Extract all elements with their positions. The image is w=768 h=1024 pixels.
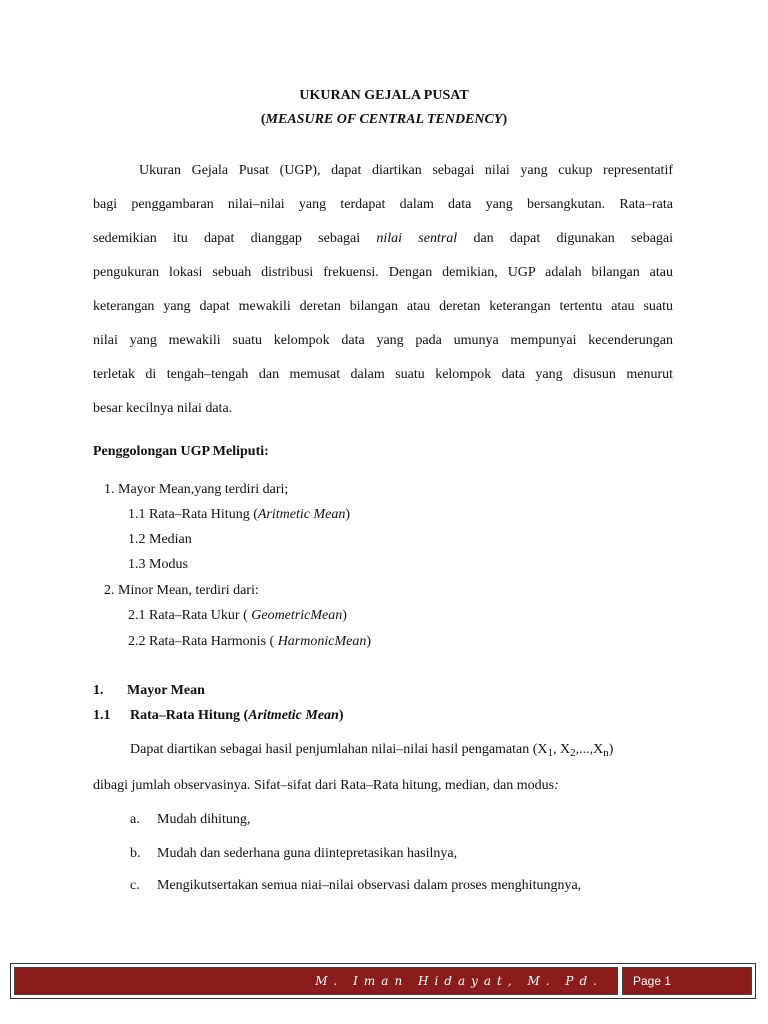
item-1-1-close: ) [345, 507, 351, 522]
item-1-1-text: 1.1 Rata–Rata Hitung ( [128, 507, 258, 522]
page-footer [10, 963, 756, 999]
property-text-a: Mudah dihitung, [157, 812, 251, 827]
item-2-2-italic: HarmonicMean [277, 634, 367, 649]
section-1-1-title [130, 708, 344, 724]
intro-line-7: terletak di tengah–tengah dan memusat dalam suatu kelompok data yang disusun menurut [93, 367, 673, 382]
section-1-1-title-close: ) [338, 708, 344, 723]
property-text-c: Mengikutsertakan semua niai–nilai observasi dalam proses menghitungnya, [157, 878, 582, 893]
classification-item-2: 2. Minor Mean, terdiri dari: [104, 583, 259, 598]
classification-heading: Penggolongan UGP Meliputi: [93, 444, 269, 459]
mean-close-paren: ) [608, 742, 614, 757]
document-subtitle [0, 112, 768, 128]
item-2-2-close: ) [366, 634, 372, 649]
section-1-1-title-italic: Aritmetic Mean [248, 708, 339, 723]
subscript-1: 1 [547, 747, 554, 759]
intro-line-1: Ukuran Gejala Pusat (UGP), dapat diartikan sebagai nilai yang cukup representatif [139, 163, 673, 178]
subtitle-close: ) [502, 112, 508, 127]
subtitle-italic: MEASURE OF CENTRAL TENDENCY [265, 112, 503, 127]
section-1-1-number: 1.1 [93, 708, 111, 723]
footer-page-number: Page 1 [622, 967, 752, 995]
mean-definition-text: Dapat diartikan sebagai hasil penjumlahan nilai–nilai hasil pengamatan (X [130, 742, 548, 757]
subscript-2: 2 [570, 747, 576, 759]
intro-line-3 [93, 222, 673, 256]
intro-line-4: pengukuran lokasi sebuah distribusi frekuensi. Dengan demikian, UGP adalah bilangan atau [93, 265, 673, 280]
document-title: UKURAN GEJALA PUSAT [299, 88, 469, 103]
footer-inner [14, 967, 752, 995]
item-2-1-text: 2.1 Rata–Rata Ukur ( [128, 608, 252, 623]
intro-line-8: besar kecilnya nilai data. [93, 401, 233, 416]
section-1-1-line-1 [130, 737, 675, 766]
item-2-1-italic: GeometricMean [251, 608, 343, 623]
classification-item-1-2: 1.2 Median [128, 532, 192, 547]
footer-author: M. Iman Hidayat, M. Pd. [14, 967, 618, 995]
properties-intro: dibagi jumlah observasinya. Sifat–sifat dari Rata–Rata hitung, median, dan modus [93, 778, 555, 793]
subtitle-open: ( [260, 112, 266, 127]
classification-item-1-1 [128, 502, 350, 527]
intro-line-6: nilai yang mewakili suatu kelompok data yang pada umunya mempunyai kecenderungan [93, 333, 673, 348]
subscript-n: n [603, 747, 609, 759]
section-1-1-line-2 [93, 773, 559, 798]
intro-line-3-a: sedemikian itu dapat dianggap sebagai [93, 231, 361, 246]
intro-line-5: keterangan yang dapat mewakili deretan bilangan atau deretan keterangan tertentu atau suatu [93, 299, 673, 314]
property-marker-c: c. [130, 878, 140, 893]
properties-colon: : [554, 778, 559, 793]
intro-line-2: bagi penggambaran nilai–nilai yang terdapat dalam data yang bersangkutan. Rata–rata [93, 197, 673, 212]
section-1-1-title-text: Rata–Rata Hitung ( [130, 708, 249, 723]
section-1-title: Mayor Mean [127, 683, 205, 698]
section-1-number: 1. [93, 683, 104, 698]
property-marker-a: a. [130, 812, 140, 827]
item-2-2-text: 2.2 Rata–Rata Harmonis ( [128, 634, 278, 649]
intro-line-3-b: dan dapat digunakan sebagai [473, 231, 674, 246]
classification-item-2-1 [128, 603, 347, 628]
item-2-1-close: ) [342, 608, 347, 623]
x2-prefix: , X [553, 742, 571, 757]
property-marker-b: b. [130, 846, 141, 861]
intro-line-3-italic: nilai sentral [376, 231, 458, 246]
classification-item-1-3: 1.3 Modus [128, 557, 188, 572]
classification-item-1: 1. Mayor Mean,yang terdiri dari; [104, 482, 289, 497]
classification-item-2-2 [128, 629, 371, 654]
item-1-1-italic: Aritmetic Mean [257, 507, 346, 522]
xn-prefix: ,...,X [575, 742, 604, 757]
property-text-b: Mudah dan sederhana guna diintepretasikan hasilnya, [157, 846, 458, 861]
